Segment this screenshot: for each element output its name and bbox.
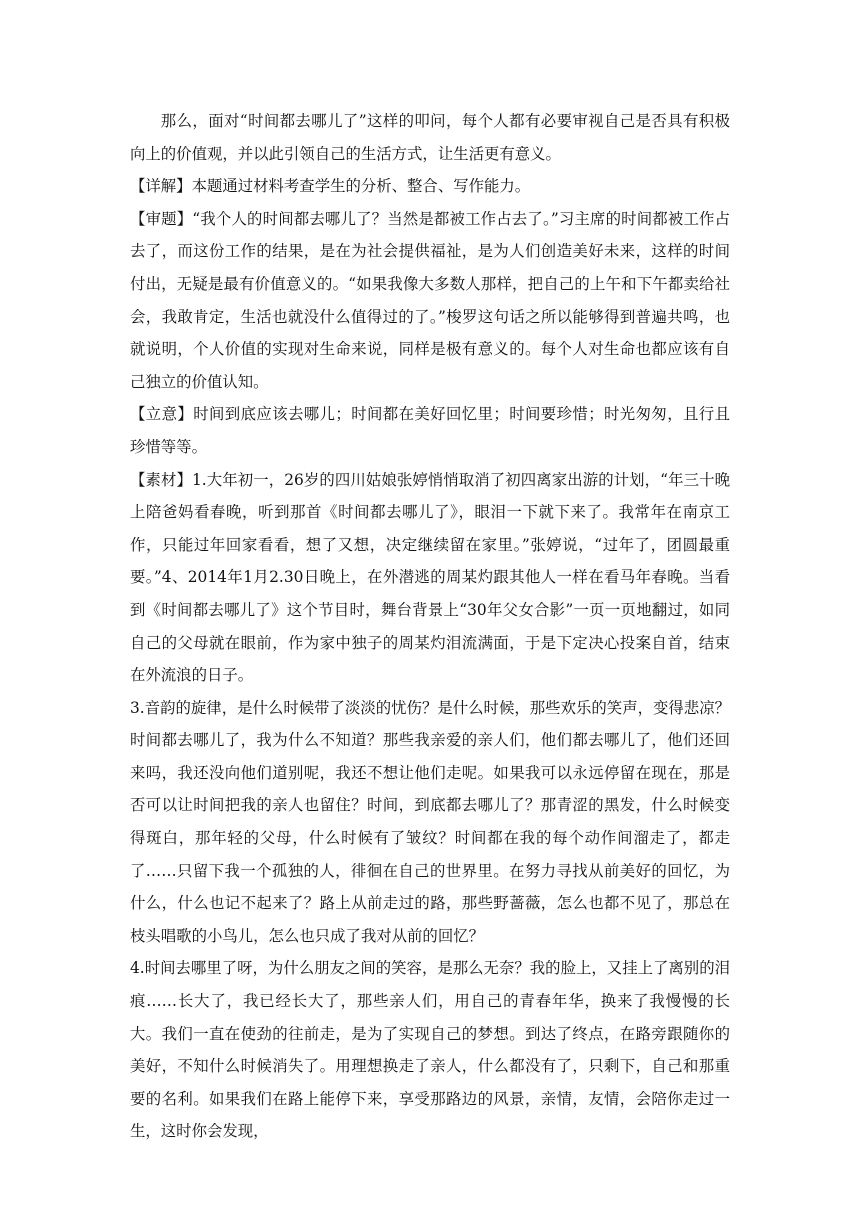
paragraph-materials: 【素材】1.大年初一，26岁的四川姑娘张婷悄悄取消了初四离家出游的计划，“年三十晚上陪爸妈看春晚，听到那首《时间都去哪儿了》，眼泪一下就下来了。我常年在南京工作，只能过年回家看看，想了又想，决定继续留在家里。”张婷说，“过年了，团圆最重要。”4、2014年1月2.30日晚上，在外潜逃的周某灼跟其他人一样在看马年春晚。当看到《时间都去哪儿了》这个节目时，舞台背景上“30年父女合影”一页一页地翻过，如同自己的父母就在眼前，作为家中独子的周某灼泪流满面，于是下定决心投案自首，结束在外流浪的日子。 xyxy=(130,470,730,685)
paragraph-explanation: 【详解】本题通过材料考查学生的分析、整合、写作能力。 xyxy=(130,177,531,196)
document-body xyxy=(130,105,730,1148)
paragraph-material-4: 4.时间去哪里了呀，为什么朋友之间的笑容，是那么无奈？我的脸上，又挂上了离别的泪痕……长大了，我已经长大了，那些亲人们，用自己的青春年华，换来了我慢慢的长大。我们一直在使劲的往前走，是为了实现自己的梦想。到达了终点，在路旁跟随你的美好，不知什么时候消失了。用理想换走了亲人，什么都没有了，只剩下，自己和那重要的名利。如果我们在路上能停下来，享受那路边的风景，亲情，友情，会陪你走过一生，这时你会发现， xyxy=(130,959,730,1141)
paragraph-conclusion: 那么，面对“时间都去哪儿了”这样的叩问，每个人都有必要审视自己是否具有积极向上的价值观，并以此引领自己的生活方式，让生活更有意义。 xyxy=(130,112,730,163)
paragraph-material-3: 3.音韵的旋律，是什么时候带了淡淡的忧伤？是什么时候，那些欢乐的笑声，变得悲凉？时间都去哪儿了，我为什么不知道？那些我亲爱的亲人们，他们都去哪儿了，他们还回来吗，我还没向他们道别呢，我还不想让他们走呢。如果我可以永远停留在现在，那是否可以让时间把我的亲人也留住？时间，到底都去哪儿了？那青涩的黑发，什么时候变得斑白，那年轻的父母，什么时候有了皱纹？时间都在我的每个动作间溜走了，都走了……只留下我一个孤独的人，徘徊在自己的世界里。在努力寻找从前美好的回忆，为什么，什么也记不起来了？路上从前走过的路，那些野蔷薇，怎么也都不见了，那总在枝头唱歌的小鸟儿，怎么也只成了我对从前的回忆？ xyxy=(130,698,730,945)
paragraph-thesis: 【立意】时间到底应该去哪儿；时间都在美好回忆里；时间要珍惜；时光匆匆，且行且珍惜等等。 xyxy=(130,405,730,456)
paragraph-topic-analysis: 【审题】“我个人的时间都去哪儿了？当然是都被工作占去了。”习主席的时间都被工作占去了，而这份工作的结果，是在为社会提供福祉，是为人们创造美好未来，这样的时间付出，无疑是最有价值意义的。“如果我像大多数人那样，把自己的上午和下午都卖给社会，我敢肯定，生活也就没什么值得过的了。”梭罗这句话之所以能够得到普遍共鸣，也就说明，个人价值的实现对生命来说，同样是极有意义的。每个人对生命也都应该有自己独立的价值认知。 xyxy=(130,209,730,391)
